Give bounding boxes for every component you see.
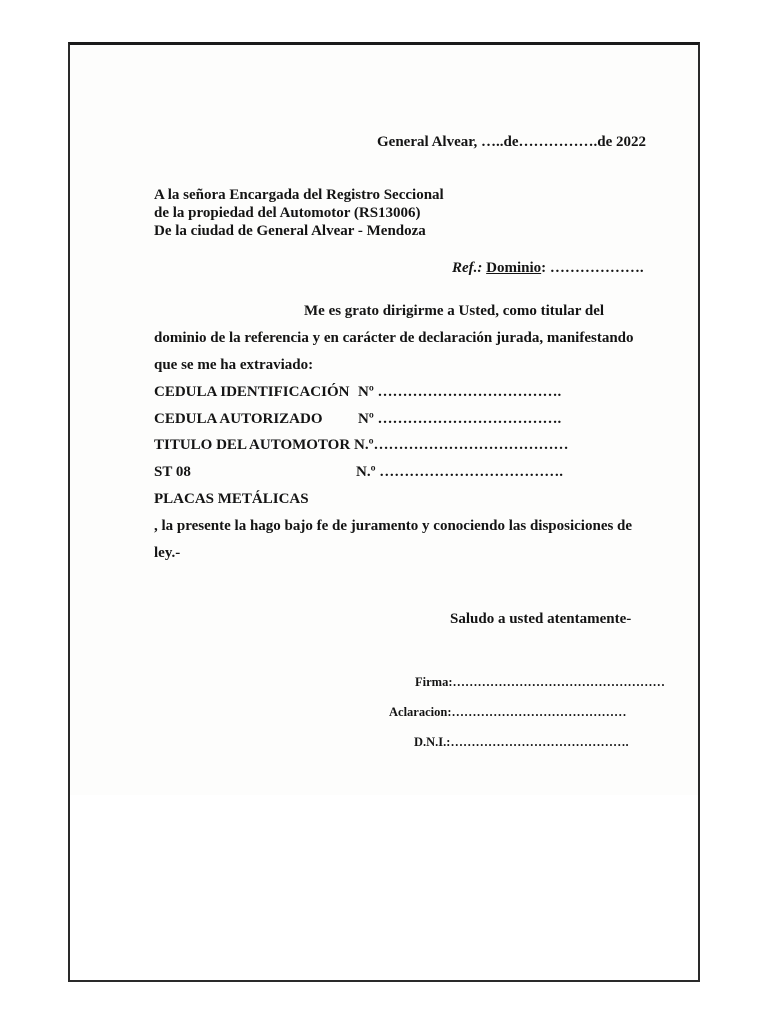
body-line-3: que se me ha extraviado: [154, 357, 314, 373]
closing-line-2: ley.- [154, 545, 181, 561]
item-label: PLACAS METÁLICAS [154, 491, 309, 507]
firma-line: Firma:…………………………………………… [415, 675, 665, 689]
document-page [68, 42, 700, 982]
body-line-2: dominio de la referencia y en carácter de declaración jurada, manifestando [154, 330, 634, 346]
item-value: Nº ………………………………. [358, 411, 562, 427]
page-lower-area [70, 795, 698, 980]
closing-line-1: , la presente la hago bajo fe de juramento y conociendo las disposiciones de [154, 518, 633, 534]
dni-line: D.N.I.:……………………………………. [414, 735, 629, 749]
reference-line [452, 259, 644, 277]
addressee-line-2: de la propiedad del Automotor (RS13006) [154, 205, 421, 221]
item-label: CEDULA AUTORIZADO [154, 411, 323, 427]
item-value: Nº ………………………………. [358, 384, 562, 400]
aclaracion-line: Aclaracion:…………………………………… [389, 705, 627, 719]
item-label: TITULO DEL AUTOMOTOR [154, 437, 351, 453]
salute: Saludo a usted atentamente- [450, 611, 632, 627]
addressee-line-1: A la señora Encargada del Registro Seccional [154, 187, 444, 203]
body-line-1: Me es grato dirigirme a Usted, como titular del [304, 303, 605, 319]
dominio-value: : ………………. [541, 260, 644, 276]
item-value: N.º………………………………… [354, 437, 569, 453]
date-line: General Alvear, …..de…………….de 2022 [377, 134, 647, 150]
item-label: ST 08 [154, 464, 191, 480]
dominio-label: Dominio [486, 260, 542, 276]
ref-label: Ref.: [452, 260, 483, 276]
item-value: N.º ………………………………. [356, 464, 564, 480]
item-label: CEDULA IDENTIFICACIÓN [154, 384, 350, 400]
addressee-line-3: De la ciudad de General Alvear - Mendoza [154, 223, 426, 239]
